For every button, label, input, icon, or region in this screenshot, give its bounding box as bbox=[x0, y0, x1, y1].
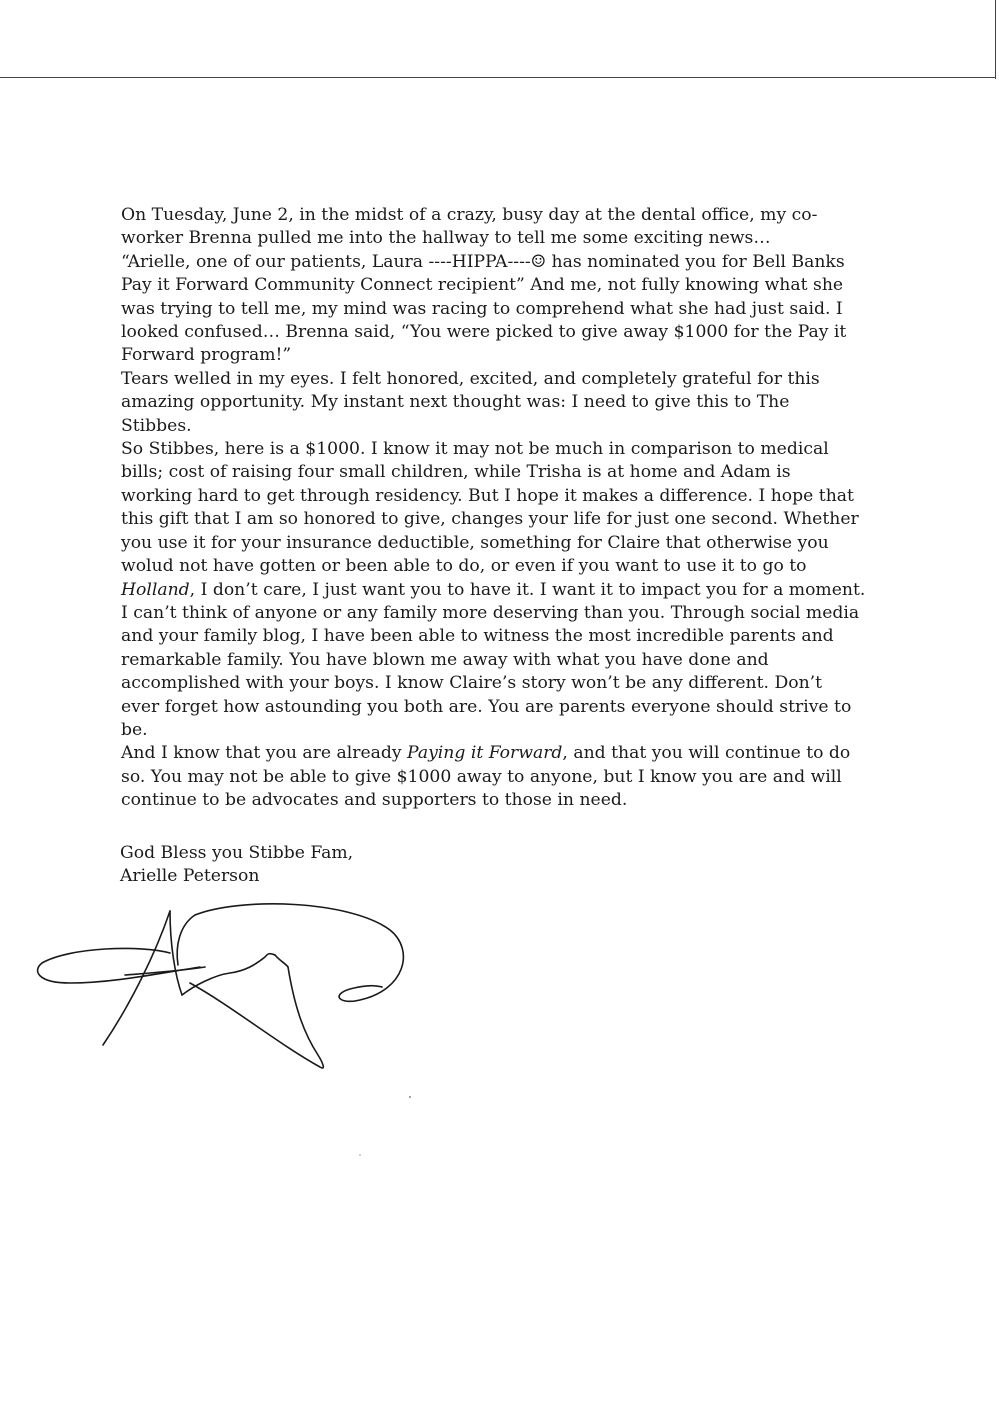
paying-it-forward-italic: Paying it Forward bbox=[407, 743, 563, 764]
text-line: “Arielle, one of our patients, Laura ----HIPPA----☺ has nominated you for Bell Banks bbox=[121, 251, 845, 272]
text-line: I can’t think of anyone or any family more deserving than you. Through social media bbox=[121, 602, 860, 623]
text-line: was trying to tell me, my mind was racing to comprehend what she had just said. I bbox=[121, 298, 843, 319]
text-line: Tears welled in my eyes. I felt honored, excited, and completely grateful for this bbox=[121, 368, 820, 389]
text-line: worker Brenna pulled me into the hallway to tell me some exciting news… bbox=[121, 228, 771, 249]
text-fragment: , I don’t care, I just want you to have it. I want it to impact you for a moment. bbox=[189, 579, 866, 600]
holland-italic: Holland bbox=[121, 579, 190, 600]
text-line: this gift that I am so honored to give, changes your life for just one second. Whether bbox=[121, 509, 859, 530]
paragraph-1 bbox=[121, 204, 849, 368]
paragraph-2 bbox=[121, 368, 849, 438]
text-fragment: And I know that you are already bbox=[121, 743, 408, 764]
text-line: ever forget how astounding you both are. You are parents everyone should strive to bbox=[121, 696, 852, 717]
text-line: you use it for your insurance deductible, something for Claire that otherwise you bbox=[121, 532, 829, 553]
handwritten-signature bbox=[30, 895, 410, 1085]
text-line: looked confused… Brenna said, “You were picked to give away $1000 for the Pay it bbox=[121, 322, 847, 343]
text-line: amazing opportunity. My instant next thought was: I need to give this to The bbox=[121, 392, 790, 413]
text-line bbox=[121, 579, 866, 602]
right-rule bbox=[995, 0, 996, 79]
text-line: Pay it Forward Community Connect recipient” And me, not fully knowing what she bbox=[121, 275, 844, 296]
text-line: working hard to get through residency. But I hope it makes a difference. I hope that bbox=[121, 485, 854, 506]
signer-name: Arielle Peterson bbox=[120, 866, 260, 887]
text-line: remarkable family. You have blown me away with what you have done and bbox=[121, 649, 769, 670]
text-line: bills; cost of raising four small children, while Trisha is at home and Adam is bbox=[121, 462, 791, 483]
text-line: be. bbox=[121, 719, 148, 740]
closing-block bbox=[120, 842, 353, 889]
text-line: So Stibbes, here is a $1000. I know it may not be much in comparison to medical bbox=[121, 439, 829, 460]
closing-salutation: God Bless you Stibbe Fam, bbox=[120, 843, 354, 863]
text-line bbox=[121, 742, 849, 765]
text-line: Stibbes. bbox=[121, 415, 192, 436]
text-line: continue to be advocates and supporters to those in need. bbox=[121, 790, 628, 811]
paragraph-3 bbox=[121, 438, 866, 742]
text-line: Forward program!” bbox=[121, 345, 292, 366]
text-line: wolud not have gotten or been able to do, or even if you want to use it to go to bbox=[121, 556, 807, 577]
text-line: On Tuesday, June 2, in the midst of a crazy, busy day at the dental office, my co- bbox=[121, 205, 818, 225]
paragraph-4 bbox=[121, 742, 849, 812]
letter-body bbox=[121, 204, 866, 813]
text-line: and your family blog, I have been able to witness the most incredible parents and bbox=[121, 626, 834, 647]
text-line: accomplished with your boys. I know Claire’s story won’t be any different. Don’t bbox=[121, 673, 823, 694]
text-line: so. You may not be able to give $1000 away to anyone, but I know you are and will bbox=[121, 766, 842, 787]
text-fragment: , and that you will continue to do bbox=[562, 743, 851, 764]
top-rule bbox=[0, 77, 995, 78]
